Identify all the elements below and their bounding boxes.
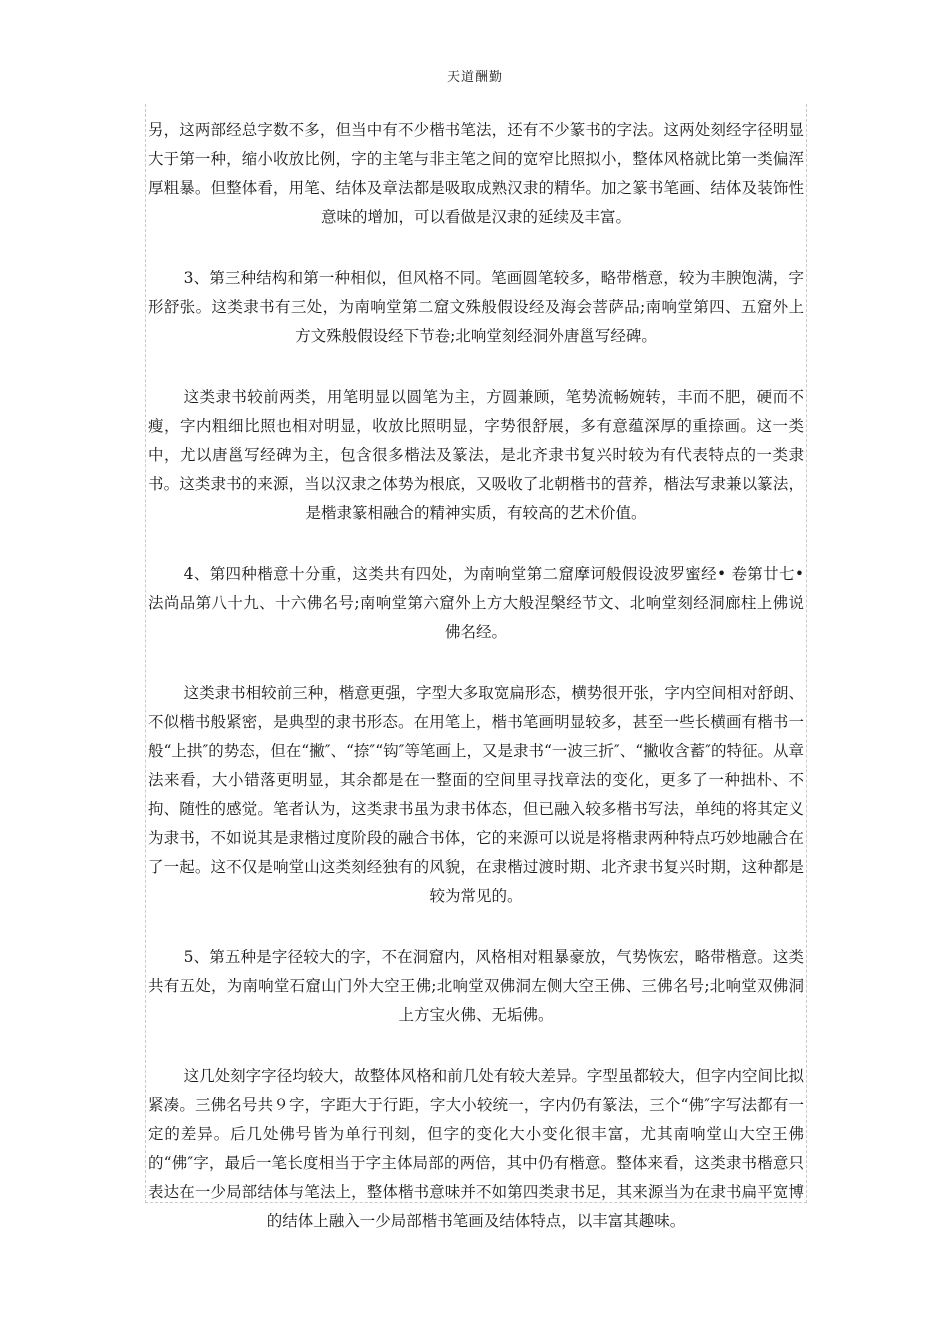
paragraph-4: 4、第四种楷意十分重，这类共有四处，为南响堂第二窟摩诃般假设波罗蜜经• 卷第廿七• 法尚品第八十九、十六佛名号;南响堂第六窟外上方大般涅槃经节文、北响堂刻经洞廊柱上佛说佛名经。: [148, 565, 804, 641]
article-body: [146, 116, 806, 1236]
paragraph-3: 这类隶书较前两类，用笔明显以圆笔为主，方圆兼顾，笔势流畅婉转，丰而不肥，硬而不瘦，字内粗细比照也相对明显，收放比照明显，字势很舒展，多有意蕴深厚的重捺画。这一类中，尤以唐邕写经碑为主，包含很多楷法及篆法，是北齐隶书复兴时较为有代表特点的一类隶书。这类隶书的来源，当以汉隶之体势为根底，又吸收了北朝楷书的营养，楷法写隶兼以篆法，是楷隶篆相融合的精神实质，有较高的艺术价值。: [148, 388, 804, 522]
page-header: 天道酬勤: [446, 70, 503, 85]
paragraph-1: 另，这两部经总字数不多，但当中有不少楷书笔法，还有不少篆书的字法。这两处刻经字径明显大于第一种，缩小收放比例，字的主笔与非主笔之间的宽窄比照拟小，整体风格就比第一类偏浑厚粗暴。但整体看，用笔、结体及章法都是吸取成熟汉隶的精华。加之篆书笔画、结体及装饰性意味的增加，可以看做是汉隶的延续及丰富。: [148, 121, 804, 226]
paragraph-6: 5、第五种是字径较大的字，不在洞窟内，风格相对粗暴豪放，气势恢宏，略带楷意。这类共有五处，为南响堂石窟山门外大空王佛;北响堂双佛洞左侧大空王佛、三佛名号;北响堂双佛洞上方宝火佛、无垢佛。: [148, 948, 804, 1024]
paragraph-5: 这类隶书相较前三种，楷意更强，字型大多取宽扁形态，横势很开张，字内空间相对舒朗、不似楷书般紧密，是典型的隶书形态。在用笔上，楷书笔画明显较多，甚至一些长横画有楷书一般“上拱″的势态，但在“撇″、“捺″“钩″等笔画上，又是隶书“一波三折″、“撇收含蓄″的特征。从章法来看，大小错落更明显，其余都是在一整面的空间里寻找章法的变化，更多了一种拙朴、不拘、随性的感觉。笔者认为，这类隶书虽为隶书体态，但已融入较多楷书写法，单纯的将其定义为隶书，不如说其是隶楷过度阶段的融合书体，它的来源可以说是将楷隶两种特点巧妙地融合在了一起。这不仅是响堂山这类刻经独有的风貌，在隶楷过渡时期、北齐隶书复兴时期，这种都是较为常见的。: [148, 684, 804, 905]
text-frame: [145, 104, 807, 1230]
paragraph-7: 这几处刻字字径均较大，故整体风格和前几处有较大差异。字型虽都较大，但字内空间比拟紧凑。三佛名号共９字，字距大于行距，字大小较统一，字内仍有篆法，三个“佛″字写法都有一定的差异。后几处佛号皆为单行刊刻，但字的变化大小变化很丰富，尤其南响堂山大空王佛的“佛″字，最后一笔长度相当于字主体局部的两倍，其中仍有楷意。整体来看，这类隶书楷意只表达在一少局部结体与笔法上，整体楷书意味并不如第四类隶书足，其来源当为在隶书扁平宽博的结体上融入一少局部楷书笔画及结体特点，以丰富其趣味。: [148, 1067, 804, 1230]
paragraph-2: 3、第三种结构和第一种相似，但风格不同。笔画圆笔较多，略带楷意，较为丰腴饱满，字形舒张。这类隶书有三处，为南响堂第二窟文殊般假设经及海会菩萨品;南响堂第四、五窟外上方文殊般假设经下节卷;北响堂刻经洞外唐邕写经碑。: [148, 269, 804, 345]
